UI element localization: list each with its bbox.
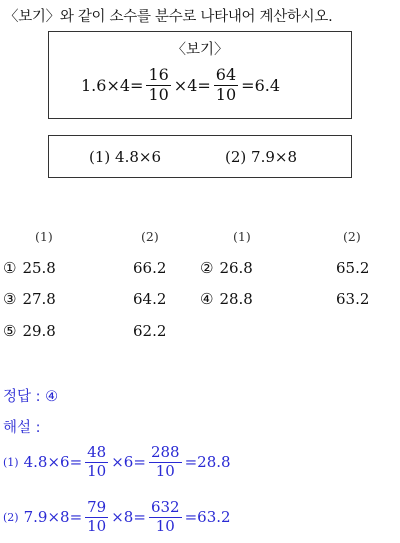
choice-value-2: 62.2 xyxy=(133,322,167,340)
example-equals-2: = xyxy=(197,75,211,95)
problem-expression: 4.8×6 xyxy=(115,148,161,166)
solution-marker: (1) xyxy=(3,455,19,469)
example-fraction-1 xyxy=(146,67,170,104)
choice-header: (2) xyxy=(141,229,159,244)
solution-marker: (2) xyxy=(3,510,19,524)
choice-value-2: 63.2 xyxy=(336,290,370,308)
choice-option-3[interactable] xyxy=(3,290,56,308)
solution-equals: = xyxy=(133,453,146,472)
choice-value-1: 26.8 xyxy=(219,259,253,277)
choice-option-2[interactable] xyxy=(200,259,253,277)
solution-fraction-2 xyxy=(149,500,182,535)
answer-value: ④ xyxy=(45,389,59,405)
solution-fraction-1 xyxy=(85,445,108,480)
choice-option-1[interactable] xyxy=(3,259,56,277)
choice-header: (1) xyxy=(35,229,53,244)
question-title: 〈보기〉와 같이 소수를 분수로 나타내어 계산하시오. xyxy=(4,9,333,25)
explanation-label: 해설 : xyxy=(3,420,41,436)
problem-box xyxy=(48,135,352,178)
choice-value-1: 27.8 xyxy=(22,290,56,308)
fraction-denominator: 10 xyxy=(155,516,175,535)
choice-value-2: 65.2 xyxy=(336,259,370,277)
fraction-denominator: 10 xyxy=(215,84,237,104)
example-fraction-2 xyxy=(214,67,238,104)
fraction-denominator: 10 xyxy=(87,461,107,480)
solution-times: ×8 xyxy=(111,508,134,527)
solution-equals: = xyxy=(69,508,83,527)
fraction-numerator: 632 xyxy=(150,498,180,516)
answer-label: 정답 : xyxy=(3,389,41,405)
problem-item-1 xyxy=(89,148,161,166)
example-equals-1: = xyxy=(130,75,144,95)
solution-line-2 xyxy=(3,500,231,535)
example-result: =6.4 xyxy=(241,75,281,95)
fraction-denominator: 10 xyxy=(155,461,175,480)
solution-fraction-1 xyxy=(85,500,108,535)
problem-expression: 7.9×8 xyxy=(251,148,297,166)
choice-value-1: 29.8 xyxy=(22,322,56,340)
choice-value-1: 25.8 xyxy=(22,259,56,277)
solution-times: ×6 xyxy=(111,453,134,472)
choice-value-2: 64.2 xyxy=(133,290,167,308)
choice-marker: ② xyxy=(200,259,214,277)
choice-marker: ③ xyxy=(3,290,17,308)
fraction-numerator: 288 xyxy=(150,443,180,461)
solution-line-1 xyxy=(3,445,231,480)
solution-fraction-2 xyxy=(149,445,182,480)
answer-line xyxy=(3,385,58,406)
fraction-denominator: 10 xyxy=(148,84,169,104)
solution-result: =28.8 xyxy=(184,453,231,472)
choice-option-5[interactable] xyxy=(3,322,56,340)
fraction-denominator: 10 xyxy=(87,516,107,535)
choice-option-4[interactable] xyxy=(200,290,253,308)
fraction-numerator: 79 xyxy=(87,498,107,516)
solution-start: 7.9×8 xyxy=(23,508,70,527)
choice-header: (2) xyxy=(343,229,361,244)
choice-marker: ④ xyxy=(200,290,214,308)
problem-marker: (2) xyxy=(225,148,247,166)
example-start: 1.6×4 xyxy=(81,75,131,95)
example-box-title: 〈보기〉 xyxy=(171,42,229,58)
choice-value-2: 66.2 xyxy=(133,259,167,277)
solution-result: =63.2 xyxy=(184,508,231,527)
problem-marker: (1) xyxy=(89,148,111,166)
fraction-numerator: 16 xyxy=(148,65,169,84)
fraction-numerator: 64 xyxy=(215,65,237,84)
solution-equals: = xyxy=(69,453,83,472)
choice-marker: ⑤ xyxy=(3,322,17,340)
choice-value-1: 28.8 xyxy=(219,290,253,308)
choice-header: (1) xyxy=(233,229,251,244)
example-times: ×4 xyxy=(173,75,198,95)
solution-start: 4.8×6 xyxy=(23,453,70,472)
fraction-numerator: 48 xyxy=(87,443,107,461)
choice-marker: ① xyxy=(3,259,17,277)
solution-equals: = xyxy=(133,508,146,527)
problem-item-2 xyxy=(225,148,297,166)
example-equation xyxy=(81,67,280,104)
example-box xyxy=(48,31,352,119)
